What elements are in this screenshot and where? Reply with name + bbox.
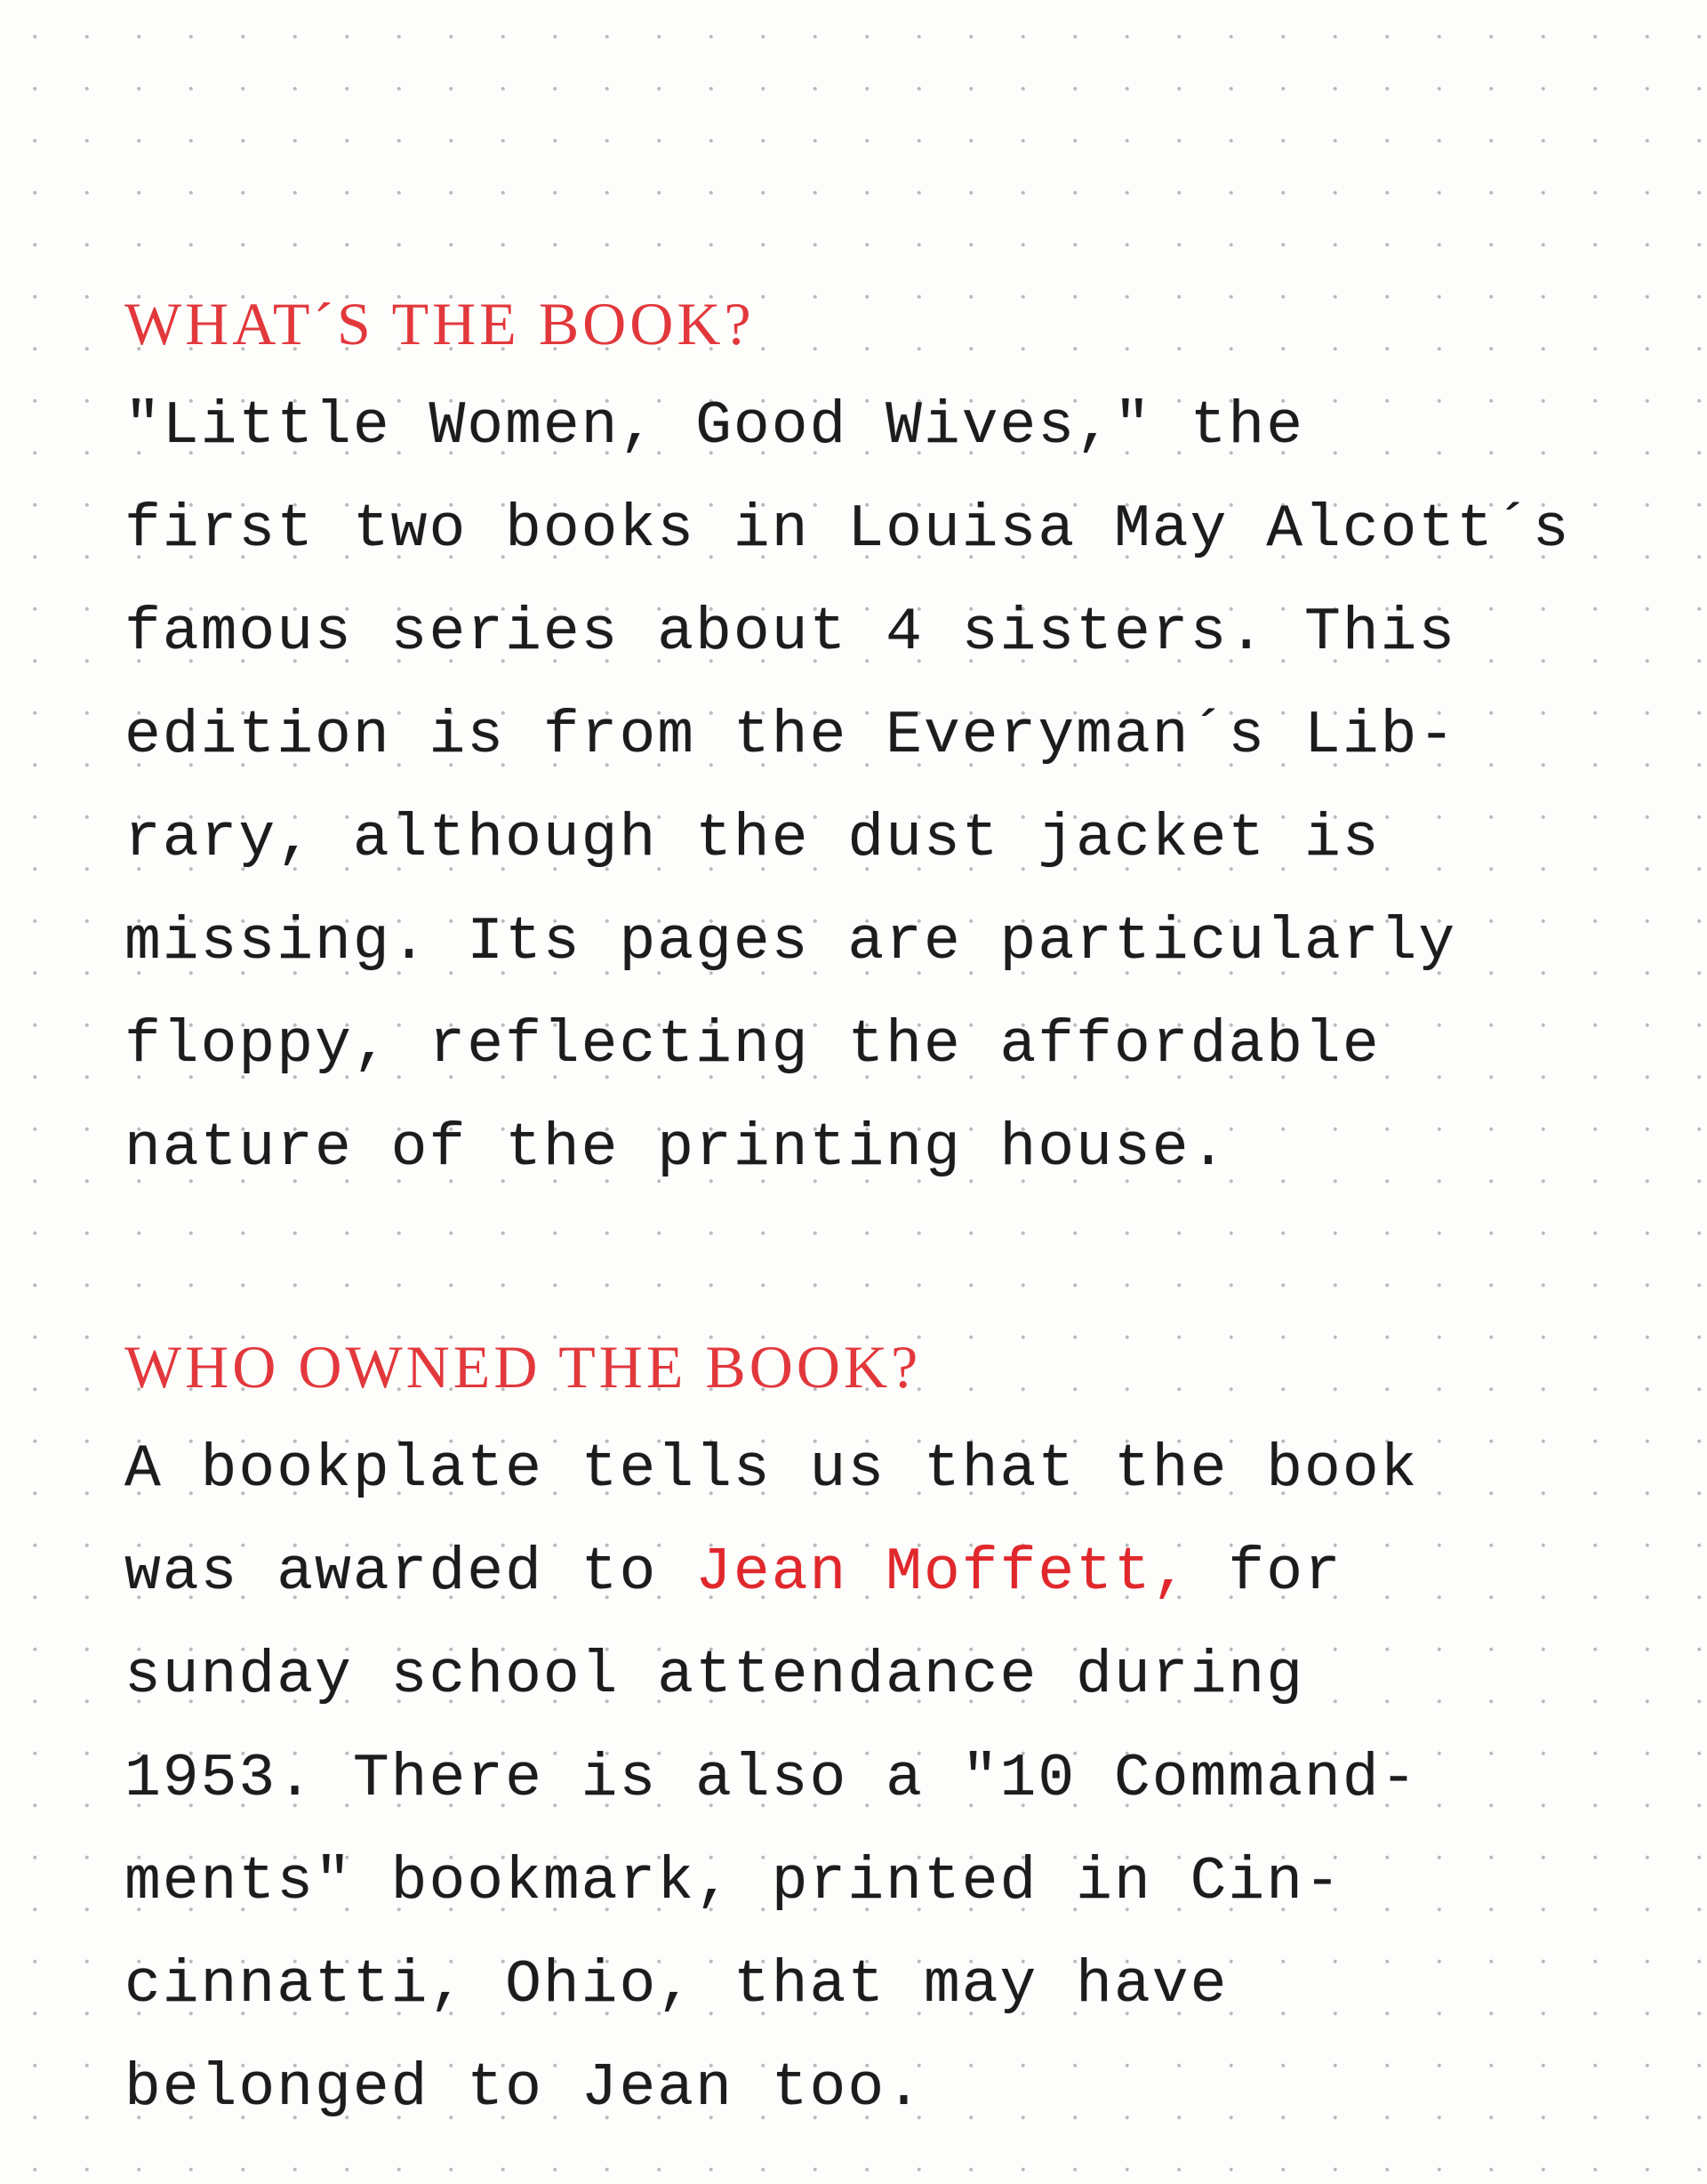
body-line: floppy, reflecting the affordable (124, 1011, 1381, 1080)
heading-who-owned-the-book: WHO OWNED THE BOOK? (124, 1333, 922, 1401)
body-line: edition is from the Everyman´s Lib- (124, 702, 1457, 770)
body-text: for (1190, 1538, 1342, 1607)
body-line: missing. Its pages are particularly (124, 908, 1457, 976)
section-who-owned-the-book (124, 1315, 1671, 2140)
body-line: famous series about 4 sisters. This (124, 598, 1457, 667)
heading-whats-the-book: WHAT´S THE BOOK? (124, 290, 755, 357)
owner-name: Jean Moffett, (695, 1538, 1190, 1607)
body-line: A bookplate tells us that the book (124, 1435, 1419, 1504)
body-line: first two books in Louisa May Alcott´s (124, 495, 1571, 564)
body-line: nature of the printing house. (124, 1114, 1229, 1183)
body-line: ments" bookmark, printed in Cin- (124, 1848, 1342, 1916)
body-text: was awarded to (124, 1538, 696, 1607)
body-line: rary, although the dust jacket is (124, 805, 1381, 873)
body-line: sunday school attendance during (124, 1642, 1305, 1710)
section-whats-the-book (124, 272, 1671, 1200)
body-line: belonged to Jean too. (124, 2054, 924, 2123)
body-line: cinnatti, Ohio, that may have (124, 1951, 1229, 2019)
body-line: "Little Women, Good Wives," the (124, 392, 1305, 461)
body-line: 1953. There is also a "10 Command- (124, 1745, 1419, 1813)
body-line-with-name (124, 1522, 1671, 1625)
